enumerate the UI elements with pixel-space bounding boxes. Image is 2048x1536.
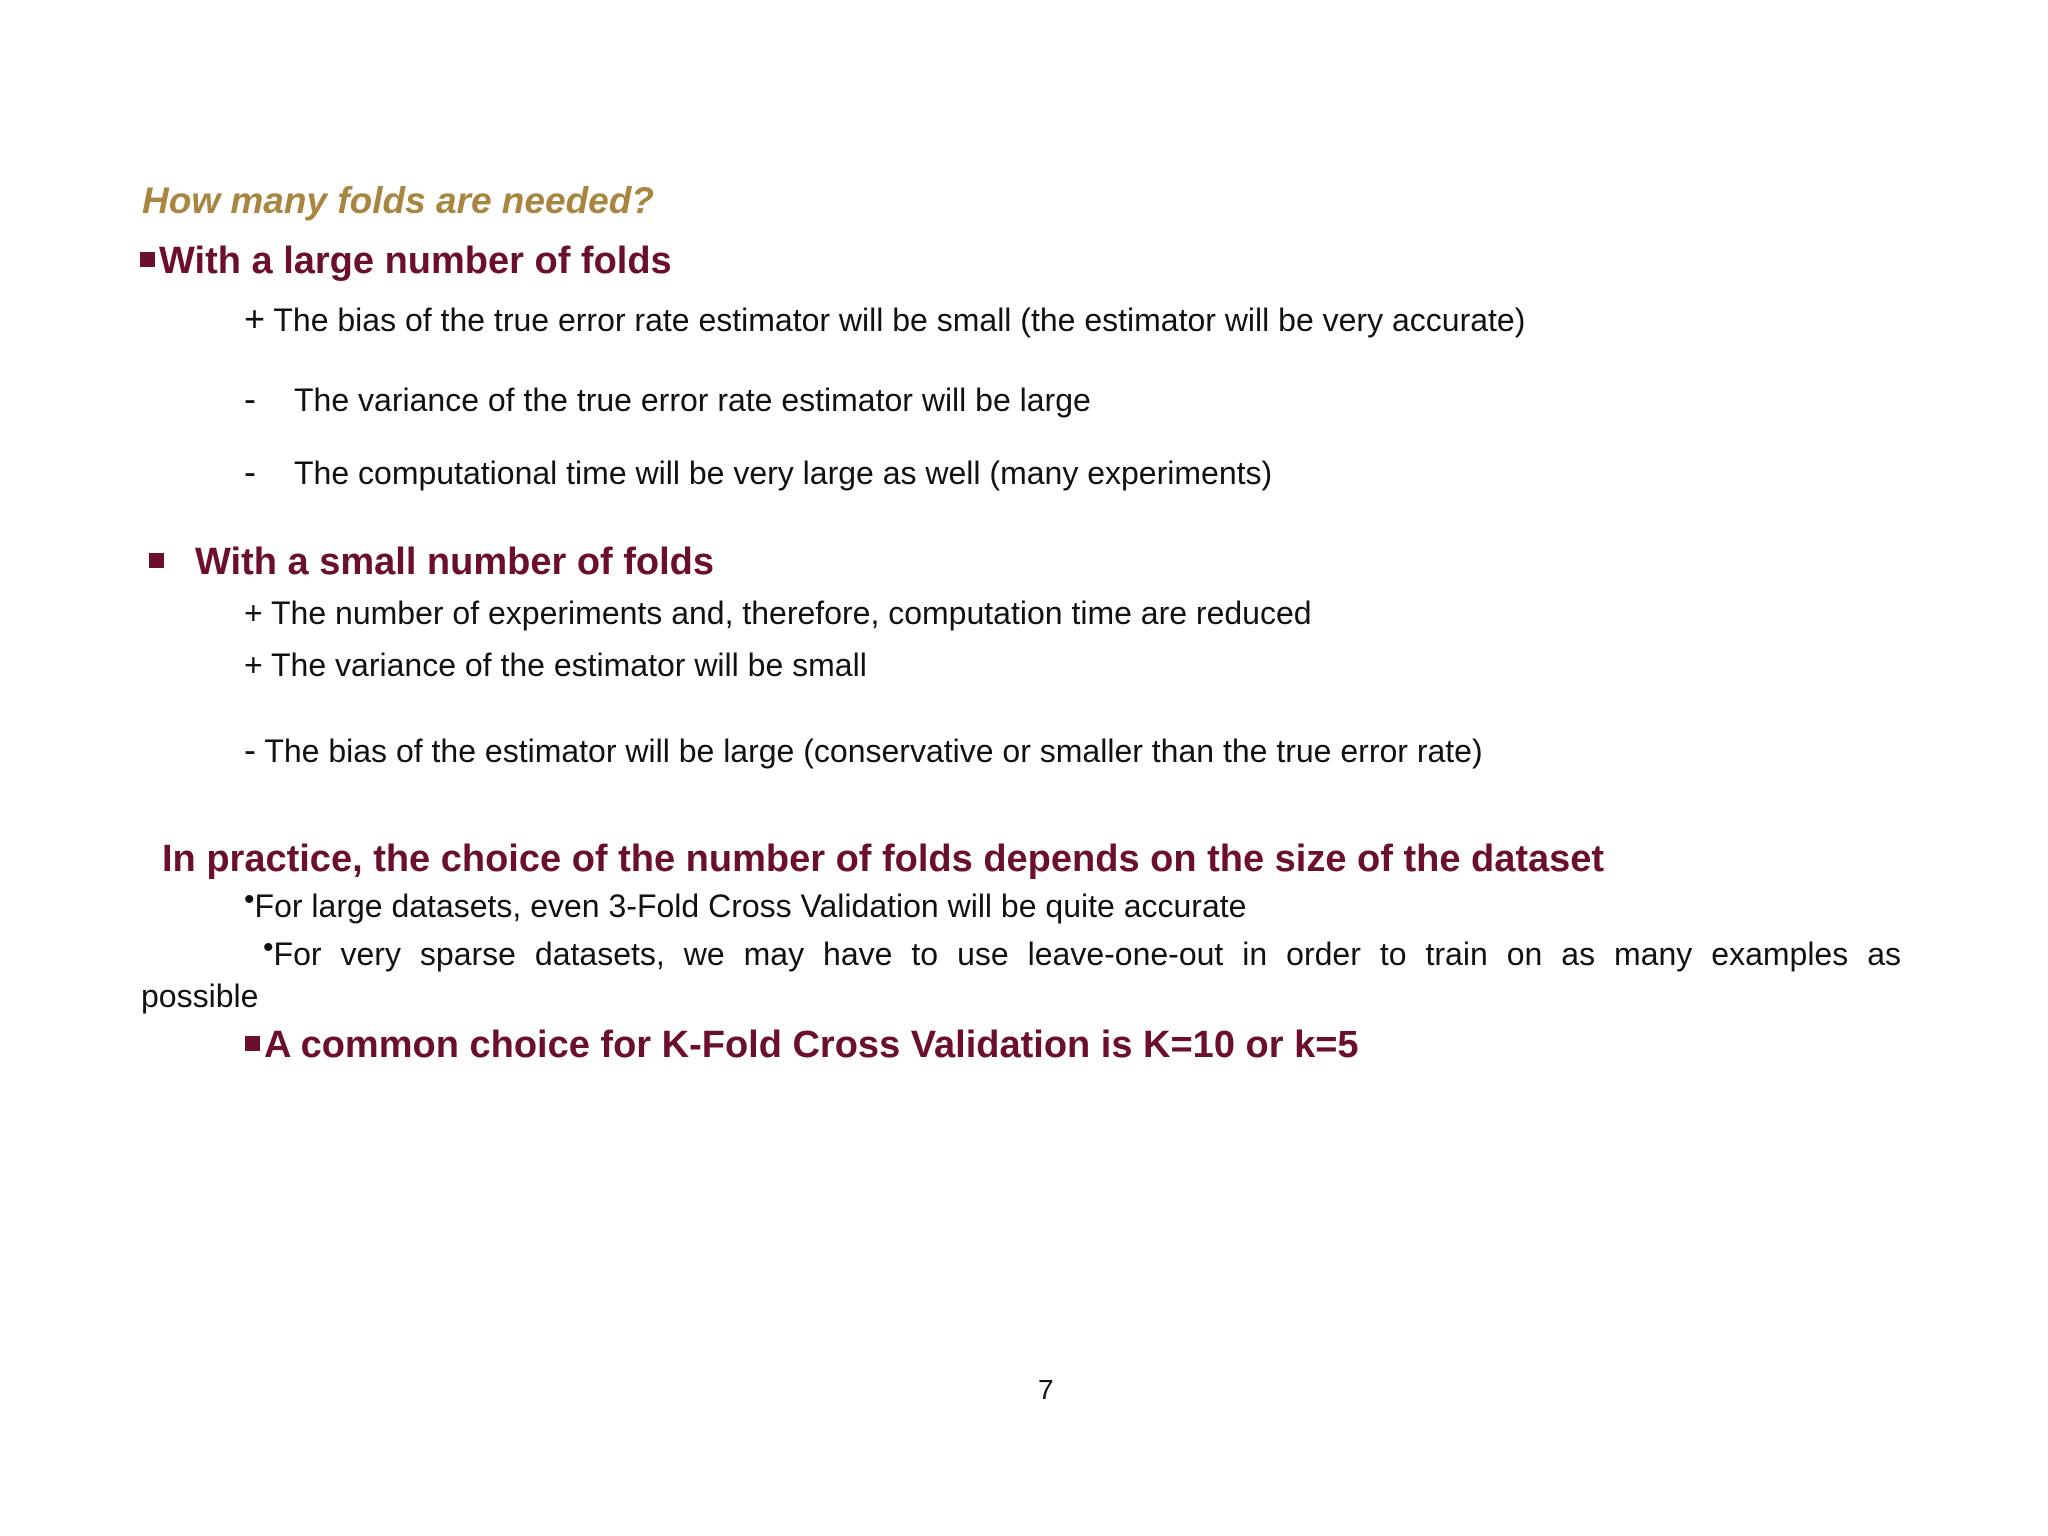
minus-mark: - [244,729,256,770]
practice-item-1 [244,883,1247,925]
square-bullet-icon [149,553,164,568]
square-bullet-icon [245,1036,260,1051]
plus-mark: + [244,298,266,339]
large-item-2-text: The variance of the true error rate estimator will be large [294,382,1091,418]
minus-mark: - [244,451,256,492]
small-item-3 [244,729,1483,771]
large-item-1 [244,298,1525,340]
large-item-1-text: The bias of the true error rate estimator will be small (the estimator will be very accurate) [273,302,1526,338]
common-choice [245,1024,1359,1067]
slide-heading: How many folds are needed? [142,180,654,221]
practice-item-2-continuation: possible [141,978,259,1014]
dot-bullet-icon: • [263,931,274,964]
large-item-2 [244,378,1091,420]
small-item-1 [244,595,1312,632]
plus-mark: + [244,595,263,631]
section-large-folds [140,240,672,283]
section-large-folds-title: With a large number of folds [159,240,672,282]
section-small-folds-title: With a small number of folds [195,541,715,583]
practice-item-2-text: For very sparse datasets, we may have to use leave-one-out in order to train on as many examples as [273,936,1901,972]
common-choice-text: A common choice for K-Fold Cross Validation is K=10 or k=5 [264,1024,1359,1066]
practice-item-1-text: For large datasets, even 3-Fold Cross Validation will be quite accurate [254,888,1247,924]
practice-item-2 [263,931,1901,973]
small-item-1-text: The number of experiments and, therefore, computation time are reduced [271,595,1312,631]
page-number: 7 [1038,1374,1054,1405]
plus-mark: + [244,647,263,683]
large-item-3 [244,451,1272,493]
section-practice-title: In practice, the choice of the number of folds depends on the size of the dataset [162,838,1605,880]
large-item-3-text: The computational time will be very large as well (many experiments) [294,455,1273,491]
small-item-3-text: The bias of the estimator will be large (conservative or smaller than the true error rate) [264,733,1483,769]
square-bullet-icon [140,252,155,267]
dot-bullet-icon: • [244,883,255,916]
small-item-2 [244,647,867,684]
minus-mark: - [244,378,256,419]
small-item-2-text: The variance of the estimator will be small [271,647,867,683]
